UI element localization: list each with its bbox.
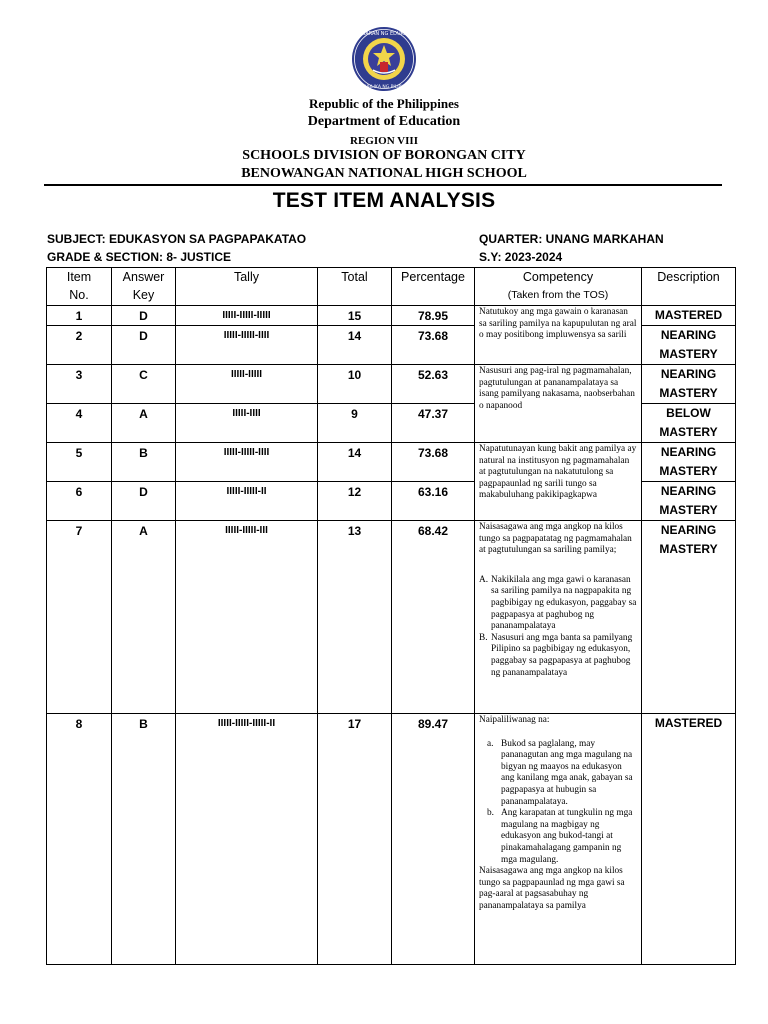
total-cell: 9 [318, 404, 392, 443]
competency-cell [475, 521, 642, 714]
percentage-cell: 68.42 [392, 521, 475, 714]
item-cell: 7 [47, 521, 112, 714]
percentage-cell: 89.47 [392, 714, 475, 965]
tally-cell: IIIII-IIIII-IIII [176, 326, 318, 365]
document-title: TEST ITEM ANALYSIS [272, 189, 496, 212]
header-divider [44, 184, 722, 186]
key-cell: D [112, 326, 176, 365]
svg-text:REPUBLIKA NG PILIPINAS: REPUBLIKA NG PILIPINAS [356, 85, 412, 90]
list-item [479, 808, 637, 866]
description-cell: NEARING MASTERY [642, 365, 736, 404]
competency-cell: Natutukoy ang mga gawain o karanasan sa sariling pamilya na kapupulutan ng aral o may positibong impluwensya sa sarili [475, 306, 642, 365]
competency-cell: Napatutunayan kung bakit ang pamilya ay natural na institusyon ng pagmamahalan at pagtutulungan na nakatutulong sa pagpapaunlad ng sarili tungo sa makabuluhang pakikipagkapwa [475, 443, 642, 521]
percentage-cell: 73.68 [392, 443, 475, 482]
list-text: Nasusuri ang mga banta sa pamilyang Pilipino sa pagbibigay ng edukasyon, paggabay sa pagpapasya at paghubog ng pananampalataya [491, 632, 633, 678]
tally-cell: IIIII-IIIII [176, 365, 318, 404]
percentage-cell: 47.37 [392, 404, 475, 443]
header-description: Description [642, 268, 736, 306]
key-cell: A [112, 404, 176, 443]
table-row [47, 365, 736, 404]
key-cell: B [112, 714, 176, 965]
total-cell: 12 [318, 482, 392, 521]
total-cell: 17 [318, 714, 392, 965]
total-cell: 15 [318, 306, 392, 326]
tally-cell: IIIII-IIII [176, 404, 318, 443]
tally-cell: IIIII-IIIII-IIIII [176, 306, 318, 326]
total-cell: 13 [318, 521, 392, 714]
header-competency-line1: Competency [522, 270, 594, 284]
header-percentage: Percentage [392, 268, 475, 306]
description-cell: NEARING MASTERY [642, 443, 736, 482]
header-key-line1: Answer [122, 270, 165, 284]
list-item [479, 633, 637, 679]
percentage-cell: 52.63 [392, 365, 475, 404]
item-cell: 3 [47, 365, 112, 404]
header-answer-key [112, 268, 176, 306]
percentage-cell: 78.95 [392, 306, 475, 326]
key-cell: D [112, 306, 176, 326]
competency-intro: Naipaliliwanag na: [479, 715, 550, 725]
list-text: Bukod sa paglalang, may pananagutan ang mga magulang na bigyan ng maayos na edukasyon ang kanilang mga anak, gabayan sa pagpapasya at hubugin sa pananampalataya. [501, 738, 633, 807]
list-label: b. [487, 808, 494, 819]
list-label: B. [479, 632, 488, 643]
percentage-cell: 73.68 [392, 326, 475, 365]
header-region: REGION VIII [350, 135, 418, 147]
list-item [479, 739, 637, 809]
table-header-row [47, 268, 736, 306]
description-cell: NEARING MASTERY [642, 521, 736, 714]
subject-label: SUBJECT: EDUKASYON SA PAGPAPAKATAO [47, 232, 307, 246]
description-cell: MASTERED [642, 306, 736, 326]
header-competency-line2: (Taken from the TOS) [507, 289, 609, 301]
header-item-line1: Item [66, 270, 92, 284]
description-cell: MASTERED [642, 714, 736, 965]
header-item-line2: No. [69, 288, 89, 302]
table-row [47, 306, 736, 326]
quarter-label: QUARTER: UNANG MARKAHAN [479, 232, 664, 246]
header-school: BENOWANGAN NATIONAL HIGH SCHOOL [241, 166, 527, 181]
item-cell: 2 [47, 326, 112, 365]
header-competency [475, 268, 642, 306]
item-analysis-table [46, 267, 736, 965]
table-row [47, 443, 736, 482]
key-cell: B [112, 443, 176, 482]
total-cell: 10 [318, 365, 392, 404]
key-cell: D [112, 482, 176, 521]
header-tally: Tally [176, 268, 318, 306]
item-cell: 1 [47, 306, 112, 326]
competency-cell: Nasusuri ang pag-iral ng pagmamahalan, pagtutulungan at pananampalataya sa isang pamilyang nakasama, naobserbahan o napanood [475, 365, 642, 443]
key-cell: C [112, 365, 176, 404]
list-label: A. [479, 574, 489, 585]
header-division: SCHOOLS DIVISION OF BORONGAN CITY [242, 148, 526, 163]
description-cell: BELOW MASTERY [642, 404, 736, 443]
key-cell: A [112, 521, 176, 714]
school-year-label: S.Y: 2023-2024 [479, 250, 563, 264]
header-total: Total [318, 268, 392, 306]
table-row [47, 521, 736, 714]
list-text: Ang karapatan at tungkulin ng mga magulang na magbigay ng edukasyon ang bukod-tangi at pinakamahalagang gampanin ng mga magulang. [501, 808, 633, 865]
total-cell: 14 [318, 326, 392, 365]
list-item [479, 575, 637, 633]
competency-intro: Naisasagawa ang mga angkop na kilos tungo sa pagpapatatag ng pagmamahalan at pagtutulungan sa sariling pamilya; [479, 522, 632, 556]
list-text: Nakikilala ang mga gawi o karanasan sa sariling pamilya na nagpapakita ng pagbibigay ng edukasyon, paggabay sa pagpapasya at paghubog ng pananampalataya [491, 574, 637, 632]
item-cell: 8 [47, 714, 112, 965]
item-cell: 6 [47, 482, 112, 521]
svg-text:KAGAWARAN NG EDUKASYON: KAGAWARAN NG EDUKASYON [349, 31, 419, 37]
header-republic: Republic of the Philippines [309, 96, 459, 111]
header-item-no [47, 268, 112, 306]
deped-seal-logo [349, 26, 419, 92]
table-row [47, 714, 736, 965]
description-cell: NEARING MASTERY [642, 326, 736, 365]
header-department: Department of Education [307, 114, 461, 129]
competency-cell [475, 714, 642, 965]
header-key-line2: Key [132, 288, 155, 302]
item-cell: 4 [47, 404, 112, 443]
list-label: a. [487, 738, 494, 749]
tally-cell: IIIII-IIIII-II [176, 482, 318, 521]
tally-cell: IIIII-IIIII-IIIII-II [176, 714, 318, 965]
description-cell: NEARING MASTERY [642, 482, 736, 521]
total-cell: 14 [318, 443, 392, 482]
grade-section-label: GRADE & SECTION: 8- JUSTICE [47, 250, 232, 264]
competency-closing: Naisasagawa ang mga angkop na kilos tungo sa pagpapaunlad ng mga gawi sa pag-aaral at pagsasabuhay ng pananampalataya sa pamilya [479, 866, 625, 911]
tally-cell: IIIII-IIIII-IIII [176, 443, 318, 482]
item-cell: 5 [47, 443, 112, 482]
percentage-cell: 63.16 [392, 482, 475, 521]
tally-cell: IIIII-IIIII-III [176, 521, 318, 714]
